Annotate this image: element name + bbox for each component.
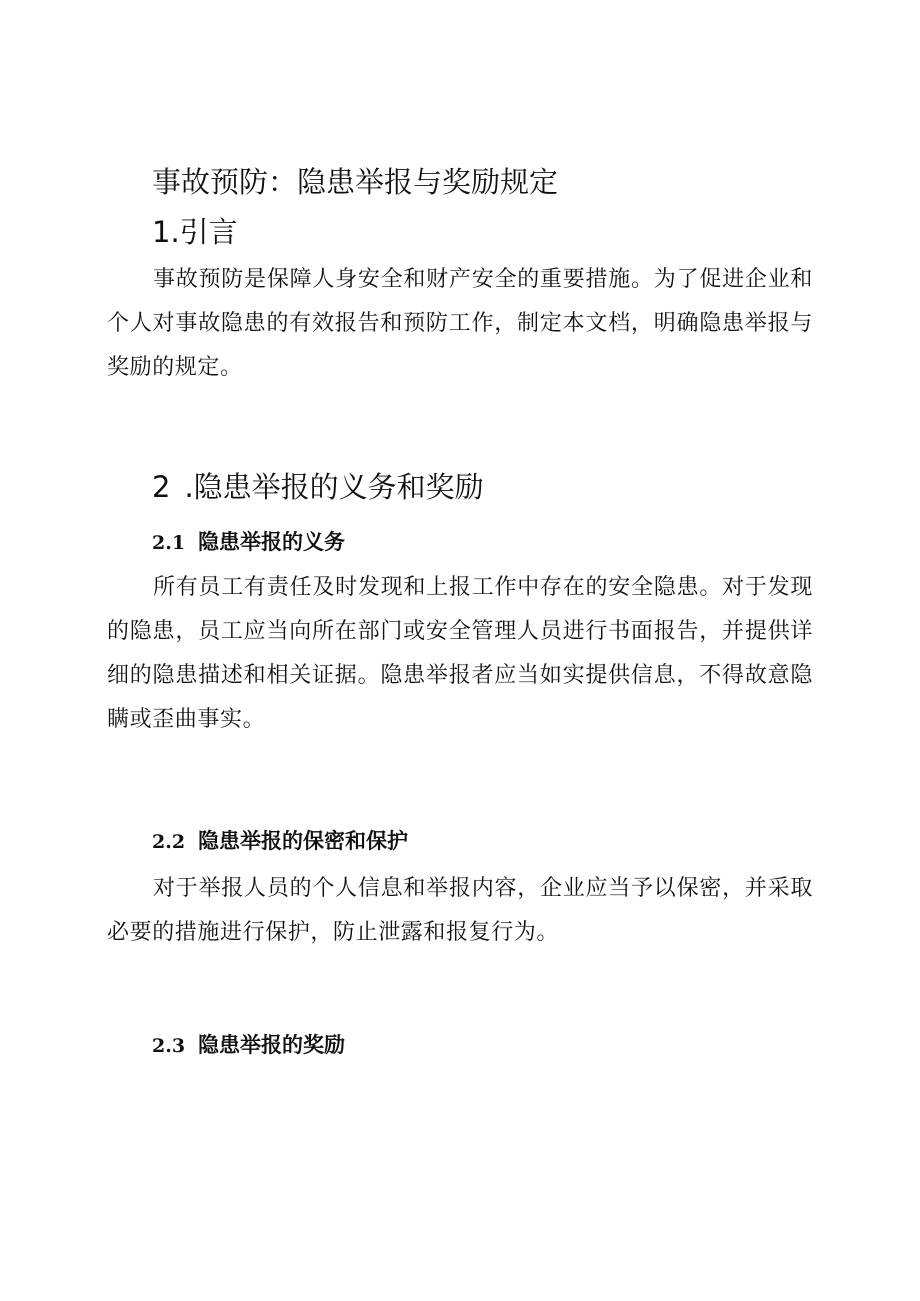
subsection-2-2-heading-text: 隐患举报的保密和保护 [198, 828, 408, 853]
subsection-2-2-paragraph: 对于举报人员的个人信息和举报内容，企业应当予以保密，并采取必要的措施进行保护，防止泄露和报复行为。 [107, 876, 813, 945]
subsection-2-1-heading [152, 527, 345, 558]
section-2-heading [152, 467, 484, 507]
subsection-2-2-number: 2.2 [152, 831, 186, 853]
subsection-2-3-heading [152, 1030, 345, 1061]
subsection-2-1-number: 2.1 [152, 532, 186, 554]
section-2-heading-text: .隐患举报的义务和奖励 [184, 470, 484, 504]
subsection-2-2-heading [152, 826, 408, 857]
subsection-2-3-heading-text: 隐患举报的奖励 [198, 1032, 345, 1057]
subsection-2-3-number: 2.3 [152, 1035, 186, 1057]
section-2-number: 2 [152, 470, 171, 504]
subsection-2-1-heading-text: 隐患举报的义务 [198, 529, 345, 554]
section-1-heading: 1.引言 [152, 215, 238, 249]
document-title: 事故预防：隐患举报与奖励规定 [152, 165, 559, 199]
section-1-paragraph: 事故预防是保障人身安全和财产安全的重要措施。为了促进企业和个人对事故隐患的有效报告和预防工作，制定本文档，明确隐患举报与奖励的规定。 [107, 267, 813, 380]
subsection-2-1-paragraph: 所有员工有责任及时发现和上报工作中存在的安全隐患。对于发现的隐患，员工应当向所在部门或安全管理人员进行书面报告，并提供详细的隐患描述和相关证据。隐患举报者应当如实提供信息，不得故意隐瞒或歪曲事实。 [107, 575, 813, 732]
